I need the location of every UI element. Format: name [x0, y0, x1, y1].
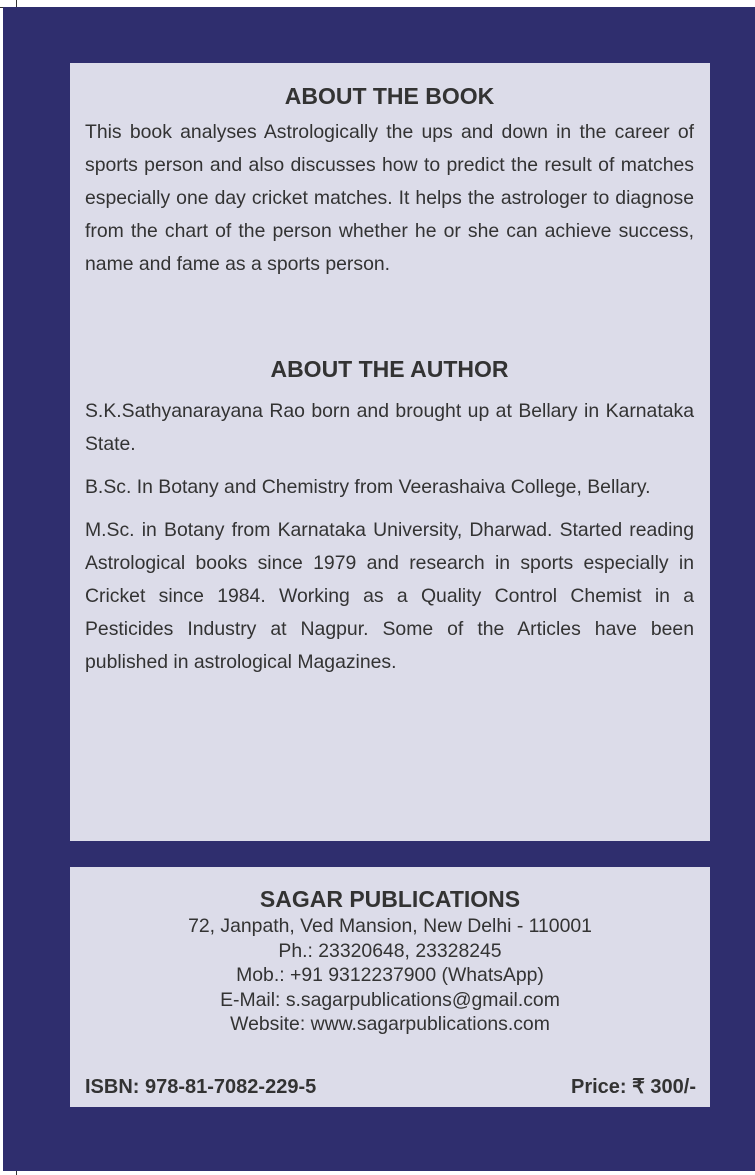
publisher-footer	[85, 1074, 696, 1100]
author-paragraph-3: M.Sc. in Botany from Karnataka University, Dharwad. Started reading Astrological books since 1979 and research in sports especially in Cricket since 1984. Working as a Quality Control Chemist in a Pesticides Industry at Nagpur. Some of the Articles have been published in astrological Magazines.	[85, 519, 694, 673]
publisher-panel	[70, 867, 710, 1107]
publisher-name: SAGAR PUBLICATIONS	[259, 886, 521, 912]
about-panel	[70, 63, 710, 841]
author-paragraph-2: B.Sc. In Botany and Chemistry from Veerashaiva College, Bellary.	[85, 476, 651, 498]
publisher-address: 72, Janpath, Ved Mansion, New Delhi - 110001	[188, 915, 592, 937]
publisher-website: Website: www.sagarpublications.com	[230, 1013, 550, 1035]
publisher-phone: Ph.: 23320648, 23328245	[278, 939, 502, 962]
price-label: Price: ₹ 300/-	[570, 1076, 696, 1098]
about-book-heading: ABOUT THE BOOK	[284, 83, 495, 109]
publisher-mobile: Mob.: +91 9312237900 (WhatsApp)	[236, 964, 544, 986]
publisher-info	[70, 867, 710, 1037]
author-paragraph-1: S.K.Sathyanarayana Rao born and brought up at Bellary in Karnataka State.	[85, 400, 694, 455]
isbn-label: ISBN: 978-81-7082-229-5	[85, 1076, 317, 1098]
about-book-text: This book analyses Astrologically the ups and down in the career of sports person and also discusses how to predict the result of matches especially one day cricket matches. It helps the astrologer to diagnose from the chart of the person whether he or she can achieve success, name and fame as a sports person.	[85, 121, 694, 275]
publisher-email: E-Mail: s.sagarpublications@gmail.com	[220, 988, 560, 1011]
about-author-heading: ABOUT THE AUTHOR	[270, 356, 509, 382]
